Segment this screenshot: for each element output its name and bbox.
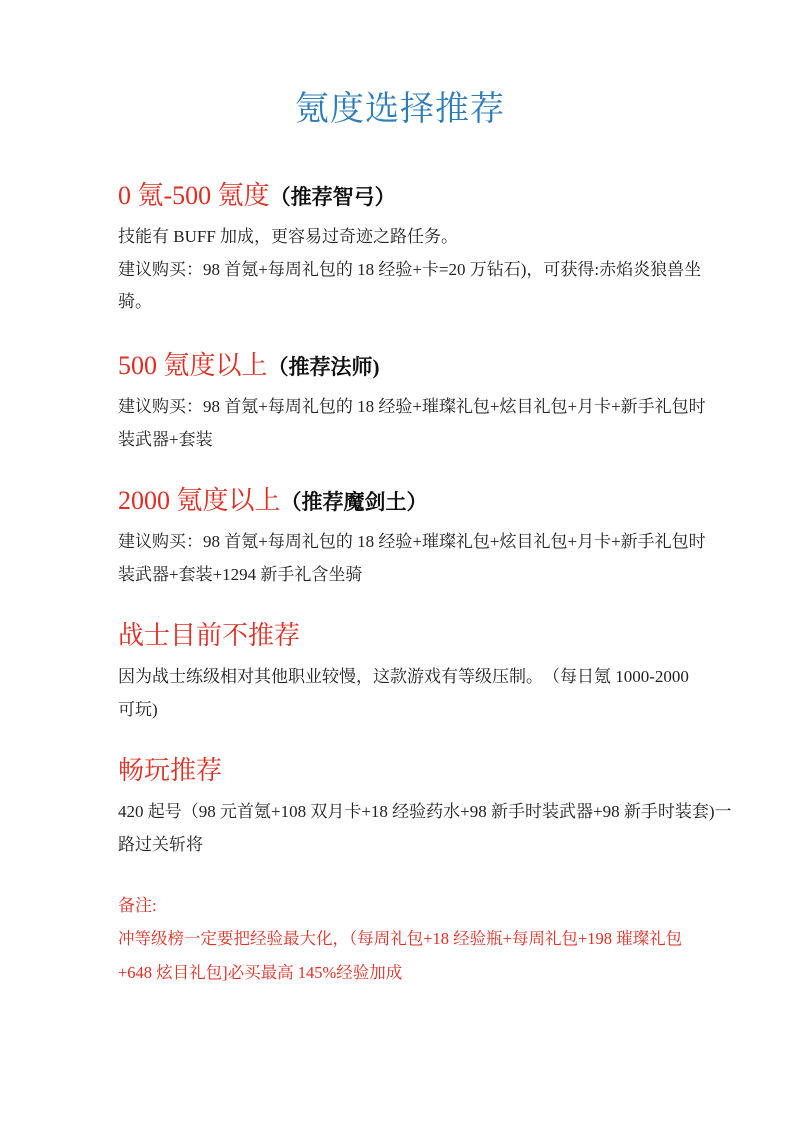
body-line: 建议购买：98 首氪+每周礼包的 18 经验+璀璨礼包+炫目礼包+月卡+新手礼包时 xyxy=(118,397,706,416)
section-heading xyxy=(118,176,684,217)
heading-red-text: 0 氪-500 氪度 xyxy=(118,181,270,210)
body-line: 420 起号（98 元首氪+108 双月卡+18 经验药水+98 新手时装武器+98 新手时装套)一 xyxy=(118,802,732,821)
section-heading xyxy=(118,616,684,657)
body-line: 建议购买：98 首氪+每周礼包的 18 经验+卡=20 万钻石)，可获得:赤焰炎狼兽坐 xyxy=(118,259,702,279)
section-heading xyxy=(118,481,684,522)
section-body xyxy=(118,526,706,591)
body-line: 装武器+套装 xyxy=(118,429,213,449)
section-body xyxy=(118,391,706,456)
heading-red-text: 战士目前不推荐 xyxy=(118,621,301,650)
section-body xyxy=(118,661,689,726)
heading-black-text: （推荐法师) xyxy=(267,355,380,379)
body-line: 因为战士练级相对其他职业较慢，这款游戏有等级压制。 （每日氪 1000-2000 xyxy=(118,667,689,686)
heading-black-text: （推荐魔剑土） xyxy=(280,490,428,514)
notes-section xyxy=(118,890,684,990)
body-line: 建议购买：98 首氪+每周礼包的 18 经验+璀璨礼包+炫目礼包+月卡+新手礼包时 xyxy=(118,532,706,551)
section-casual-play-recommendation xyxy=(118,751,732,861)
body-line: 可玩) xyxy=(118,699,158,719)
notes-line: +648 炫目礼包]必买最高 145%经验加成 xyxy=(118,963,403,982)
section-0-500-krypton xyxy=(118,176,702,319)
section-2000-plus-krypton xyxy=(118,481,706,591)
body-line: 骑。 xyxy=(118,292,152,311)
document-title: 氪度选择推荐 xyxy=(295,91,505,128)
section-500-plus-krypton xyxy=(118,346,706,456)
heading-red-text: 畅玩推荐 xyxy=(118,756,223,785)
section-warrior-not-recommended xyxy=(118,616,689,726)
body-line: 技能有 BUFF 加成，更容易过奇迹之路任务。 xyxy=(118,227,459,246)
heading-red-text: 500 氪度以上 xyxy=(118,351,268,380)
heading-black-text: （推荐智弓） xyxy=(269,185,396,209)
notes-line: 冲等级榜一定要把经验最大化，（每周礼包+18 经验瓶+每周礼包+198 璀璨礼包 xyxy=(118,929,683,948)
body-line: 路过关斩将 xyxy=(118,834,203,854)
section-body xyxy=(118,221,702,319)
section-heading xyxy=(118,751,684,792)
notes-label: 备注: xyxy=(118,896,157,915)
section-body xyxy=(118,796,732,861)
body-line: 装武器+套装+1294 新手礼含坐骑 xyxy=(118,564,363,584)
heading-red-text: 2000 氪度以上 xyxy=(118,486,281,515)
section-heading xyxy=(118,346,684,387)
